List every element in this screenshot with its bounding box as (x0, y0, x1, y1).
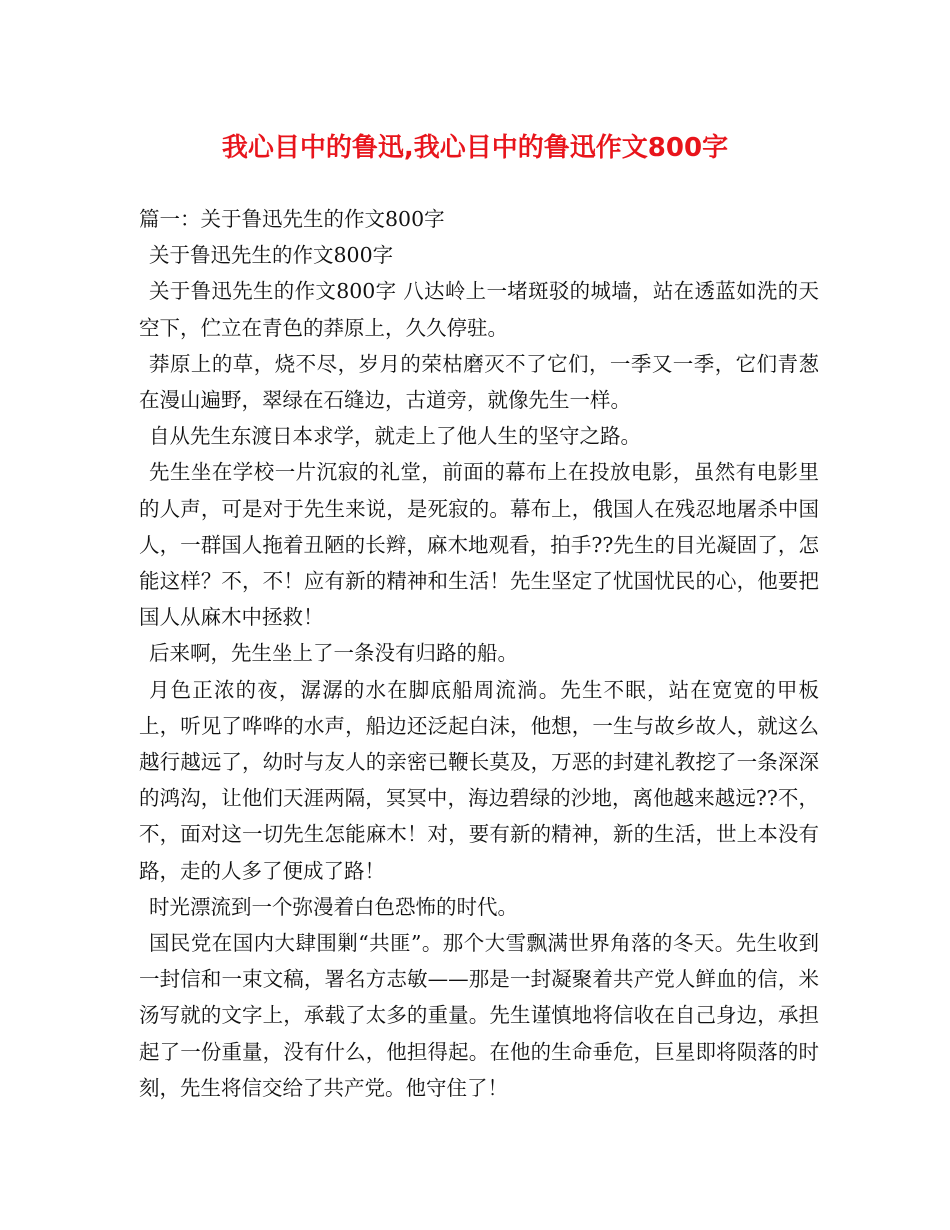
paragraph: 自从先生东渡日本求学，就走上了他人生的坚守之路。 (149, 424, 641, 449)
paragraph: 莽原上的草，烧不尽，岁月的荣枯磨灭不了它们，一季又一季，它们青葱在漫山遍野，翠绿在石缝边，古道旁，就像先生一样。 (139, 351, 819, 413)
document-body (139, 201, 819, 1106)
paragraph: 先生坐在学校一片沉寂的礼堂，前面的幕布上在投放电影，虽然有电影里的人声，可是对于先生来说，是死寂的。幕布上，俄国人在残忍地屠杀中国人，一群国人拖着丑陋的长辫，麻木地观看，拍手??先生的目光凝固了，怎能这样？不，不！应有新的精神和生活！先生坚定了忧国忧民的心，他要把国人从麻木中拯救！ (139, 460, 819, 630)
paragraph: 关于鲁迅先生的作文800字 (149, 243, 394, 268)
document-title: 我心目中的鲁迅,我心目中的鲁迅作文800字 (221, 133, 729, 163)
section-heading: 篇一：关于鲁迅先生的作文800字 (139, 207, 445, 231)
paragraph: 后来啊，先生坐上了一条没有归路的船。 (149, 641, 518, 666)
paragraph: 关于鲁迅先生的作文800字 八达岭上一堵斑驳的城墙，站在透蓝如洗的天空下，伫立在青色的莽原上，久久停驻。 (139, 279, 819, 340)
paragraph: 月色正浓的夜，潺潺的水在脚底船周流淌。先生不眠，站在宽宽的甲板上，听见了哗哗的水声，船边还泛起白沫，他想，一生与故乡故人，就这么越行越远了，幼时与友人的亲密已鞭长莫及，万恶的封建礼教挖了一条深深的鸿沟，让他们天涯两隔，冥冥中，海边碧绿的沙地，离他越来越远??不，不，面对这一切先生怎能麻木！对，要有新的精神，新的生活，世上本没有路，走的人多了便成了路！ (139, 677, 819, 883)
paragraph: 国民党在国内大肆围剿“共匪”。那个大雪飘满世界角落的冬天。先生收到一封信和一束文稿，署名方志敏——那是一封凝聚着共产党人鲜血的信，米汤写就的文字上，承载了太多的重量。先生谨慎地将信收在自己身边，承担起了一份重量，没有什么，他担得起。在他的生命垂危，巨星即将陨落的时刻，先生将信交给了共产党。他守住了！ (139, 931, 819, 1100)
paragraph: 时光漂流到一个弥漫着白色恐怖的时代。 (149, 894, 518, 919)
